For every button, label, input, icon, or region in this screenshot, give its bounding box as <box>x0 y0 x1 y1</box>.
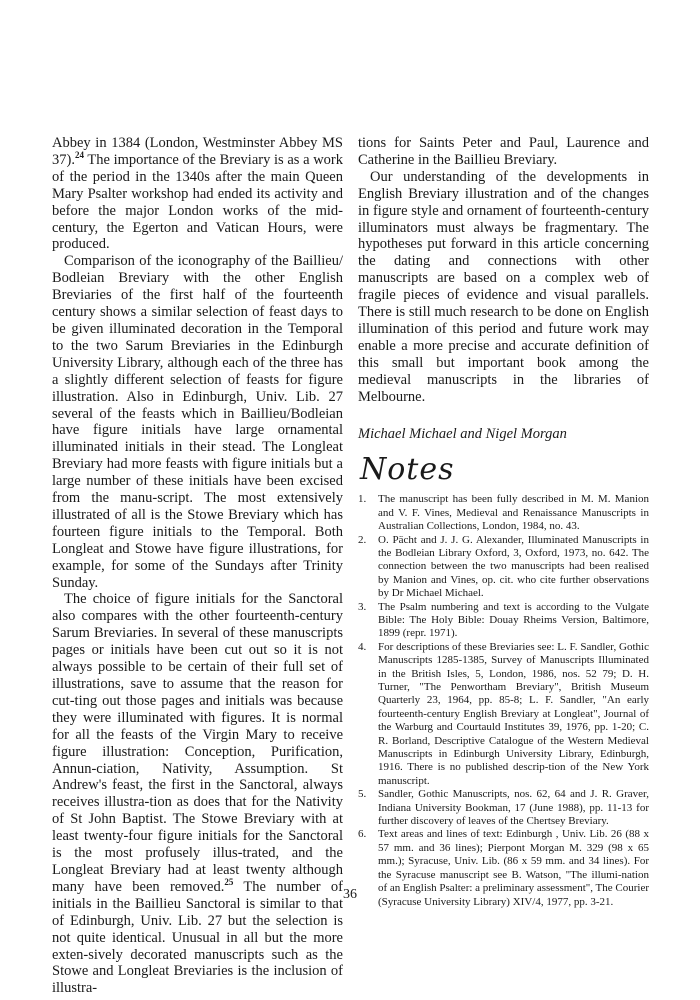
author-byline: Michael Michael and Nigel Morgan <box>358 425 567 442</box>
footnote-ref: 25 <box>224 877 234 888</box>
paragraph: Our understanding of the developments in English Breviary illustration and of the changes in figure style and ornament of fourteenth-century illuminators must always be fragmentary. The hypotheses put forward in this article concerning the dating and connections with other manuscripts are based on a complex web of fragile pieces of evidence and visual parallels. There is still much research to be done on English illumination of this period and future work may enable a more precise and accurate definition of this small but important book among the medieval manuscripts in the libraries of Melbourne. <box>358 168 649 405</box>
note-item: 3. The Psalm numbering and text is according to the Vulgate Bible: The Holy Bible: Douay Rheims Version, Baltimore, 1899 (repr. 1971). <box>358 600 649 640</box>
note-item: 5. Sandler, Gothic Manuscripts, nos. 62, 64 and J. R. Graver, Indiana University Bookman, 17 (June 1988), pp. 11-13 for further discovery of leaves of the Chertsey Breviary. <box>358 788 649 828</box>
footnote-ref: 24 <box>74 150 84 161</box>
right-column <box>358 135 649 909</box>
paragraph: Comparison of the iconography of the Baillieu/ Bodleian Breviary with the other English Breviaries of the first half of the fourteenth century shows a similar selection of feast days to be given illuminated decoration in the Temporal to the two Sarum Breviaries in the Edinburgh University Library, although each of the three has a slightly different selection of feasts for figure illustration. Also in Edinburgh, Univ. Lib. 27 several of the feasts which in Baillieu/Bodleian have figure initials have large ornamental illuminated initials in their stead. The Longleat Breviary had more feasts with figure initials but a large number of these initials have been excised from the manu-script. The most extensively illustrated of all is the Stowe Breviary which has fourteen figure initials to the Temporal. Both Longleat and Stowe have figure illustrations, for example, for some of the Sundays after Trinity Sunday. <box>52 253 343 591</box>
note-item: 2. O. Pächt and J. J. G. Alexander, Illuminated Manuscripts in the Bodleian Library Oxford, 3, Oxford, 1973, no. 642. The connection between the two manuscripts had been realised by Manion and Vines, op. cit. who cite further observations by Dr Michael Michael. <box>358 533 649 600</box>
note-item: 6. Text areas and lines of text: Edinburgh , Univ. Lib. 26 (88 x 57 mm. and 36 lines); Pierpont Morgan M. 329 (98 x 65 mm.); Syracuse, Univ. Lib. (86 x 59 mm. and 34 lines). For the Syracuse manuscript see B. Watson, "The illumi-nation of an English Psalter: a preliminary assessment", The Courier (Syracuse University Library) XIV/4, 1977, pp. 3-21. <box>358 828 649 908</box>
left-column <box>52 135 343 997</box>
paragraph: tions for Saints Peter and Paul, Laurence and Catherine in the Baillieu Breviary. <box>358 135 649 168</box>
notes-heading: Notes <box>360 452 455 488</box>
paragraph: The choice of figure initials for the Sanctoral also compares with the other fourteenth-century Sarum Breviaries. In several of these manuscripts pages or initials have been cut out so it is not always possible to be certain of their full set of illustrations, save to assume that the reason for cut-ting out those pages and initials was because they were illuminated with figures. It is normal for all the feasts of the Virgin Mary to receive figure illustration: Conception, Purification, Annun-ciation, Nativity, Assumption. St Andrew's feast, the first in the Sanctoral, always receives illustra-tion as does that for the Nativity of St John Baptist. The Stowe Breviary with at least twenty-four figure initials for the Sanctoral is the most profusely illus-trated, and the Longleat Breviary had at least twenty although many have been removed.$^{25}$ The number of initials in the Baillieu Sanctoral is similar to that of Edinburgh, Univ. Lib. 27 but the selection is not quite identical. Unusual in all but the more exten-sively decorated manuscripts such as the Stowe and Longleat Breviaries is the inclusion of illustra- <box>52 591 343 997</box>
note-item: 4. For descriptions of these Breviaries see: L. F. Sandler, Gothic Manuscripts 1285-1385, Survey of Manuscripts Illuminated in the British Isles, 5, London, 1986, nos. 52 79; D. H. Turner, "The Penwortham Breviary", British Museum Quarterly 23, 1964, pp. 85-8; L. F. Sandler, "An early fourteenth-century English Breviary at Longleat", Journal of the Warburg and Courtauld Institutes 39, 1976, pp. 1-20; C. R. Borland, Descriptive Catalogue of the Western Medieval Manuscripts in Edinburgh University Library, Edinburgh, 1916. There is no published descrip-tion of the New York manuscript. <box>358 640 649 787</box>
note-item: 1. The manuscript has been fully described in M. M. Manion and V. F. Vines, Medieval and Renaissance Manuscripts in Australian Collections, London, 1984, no. 43. <box>358 493 649 533</box>
paragraph: Abbey in 1384 (London, Westminster Abbey MS 37).$^{24}$ The importance of the Breviary is as a work of the period in the 1340s after the main Queen Mary Psalter workshop had ended its activity and before the major London works of the mid-century, the Egerton and Vatican Hours, were produced. <box>52 135 343 253</box>
notes-list <box>358 493 649 909</box>
page-number: 36 <box>343 887 357 902</box>
